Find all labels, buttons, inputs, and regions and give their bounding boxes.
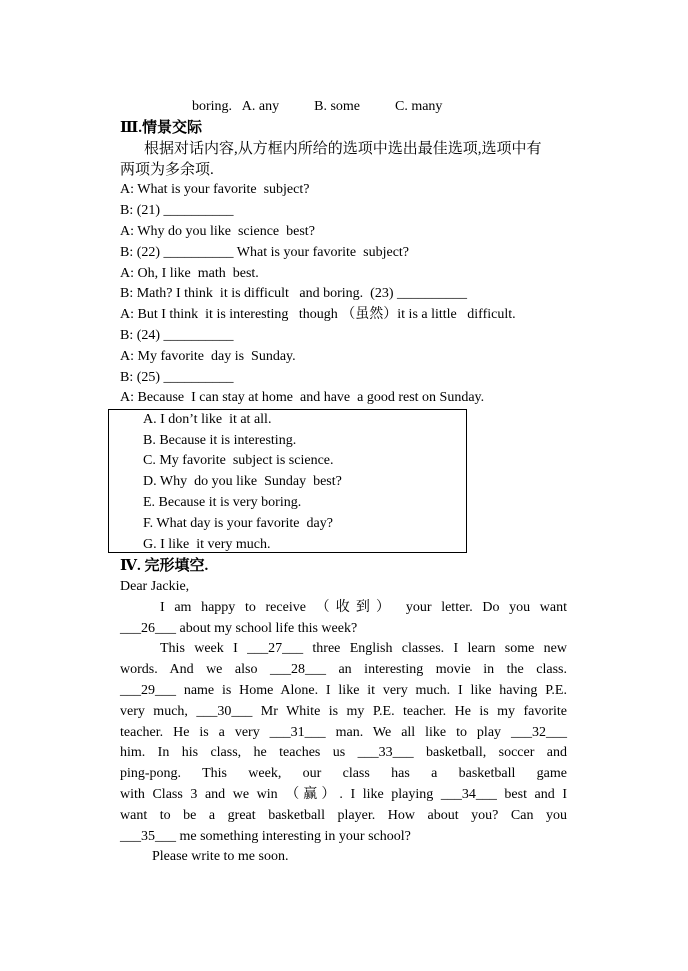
section-3-instruction-cont: 两项为多余项. [120,162,214,178]
option-c: C. My favorite subject is science. [143,453,334,468]
option-g: G. I like it very much. [143,537,271,552]
dialogue-line: A: Why do you like science best? [120,224,315,239]
option-d: D. Why do you like Sunday best? [143,474,342,489]
letter-line: very much, ___30___ Mr White is my P.E. teacher. He is my favorite [120,704,567,719]
letter-closing: Please write to me soon. [152,849,289,864]
dialogue-line: B: (24) __________ [120,328,234,343]
letter-line: I am happy to receive （收到） your letter. Do you want [160,600,567,615]
dialogue-line: B: (25) __________ [120,370,234,385]
section-3-instruction: 根据对话内容,从方框内所给的选项中选出最佳选项,选项中有 [144,141,542,157]
dialogue-line: A: What is your favorite subject? [120,182,310,197]
dialogue-line: B: (21) __________ [120,203,234,218]
section-4-heading: Ⅳ. 完形填空. [120,558,209,574]
letter-line: ping-pong. This week, our class has a basketball game [120,766,567,781]
dialogue-line: B: Math? I think it is difficult and boring. (23) __________ [120,286,467,301]
dialogue-line: A: My favorite day is Sunday. [120,349,296,364]
letter-line: with Class 3 and we win （赢）. I like playing ___34___ best and I [120,787,567,802]
letter-line: ___29___ name is Home Alone. I like it very much. I like having P.E. [120,683,567,698]
letter-line: words. And we also ___28___ an interesting movie in the class. [120,662,567,677]
dialogue-line: A: Because I can stay at home and have a good rest on Sunday. [120,390,485,405]
letter-line: want to be a great basketball player. How about you? Can you [120,808,567,823]
option-f: F. What day is your favorite day? [143,516,333,531]
option-b: B. Because it is interesting. [143,433,297,448]
letter-salutation: Dear Jackie, [120,579,190,594]
letter-line: ___26___ about my school life this week? [120,621,358,636]
previous-question-tail: boring. A. any B. some C. many [192,99,443,114]
letter-line: him. In his class, he teaches us ___33___ basketball, soccer and [120,745,567,760]
letter-line: This week I ___27___ three English classes. I learn some new [160,641,567,656]
letter-line: ___35___ me something interesting in your school? [120,829,411,844]
dialogue-line: A: But I think it is interesting though （虽然）it is a little difficult. [120,307,516,322]
option-a: A. I don’t like it at all. [143,412,272,427]
dialogue-line: A: Oh, I like math best. [120,266,259,281]
section-3-heading: Ⅲ.情景交际 [120,120,203,136]
letter-line: teacher. He is a very ___31___ man. We all like to play ___32___ [120,725,567,740]
option-e: E. Because it is very boring. [143,495,302,510]
dialogue-line: B: (22) __________ What is your favorite subject? [120,245,410,260]
